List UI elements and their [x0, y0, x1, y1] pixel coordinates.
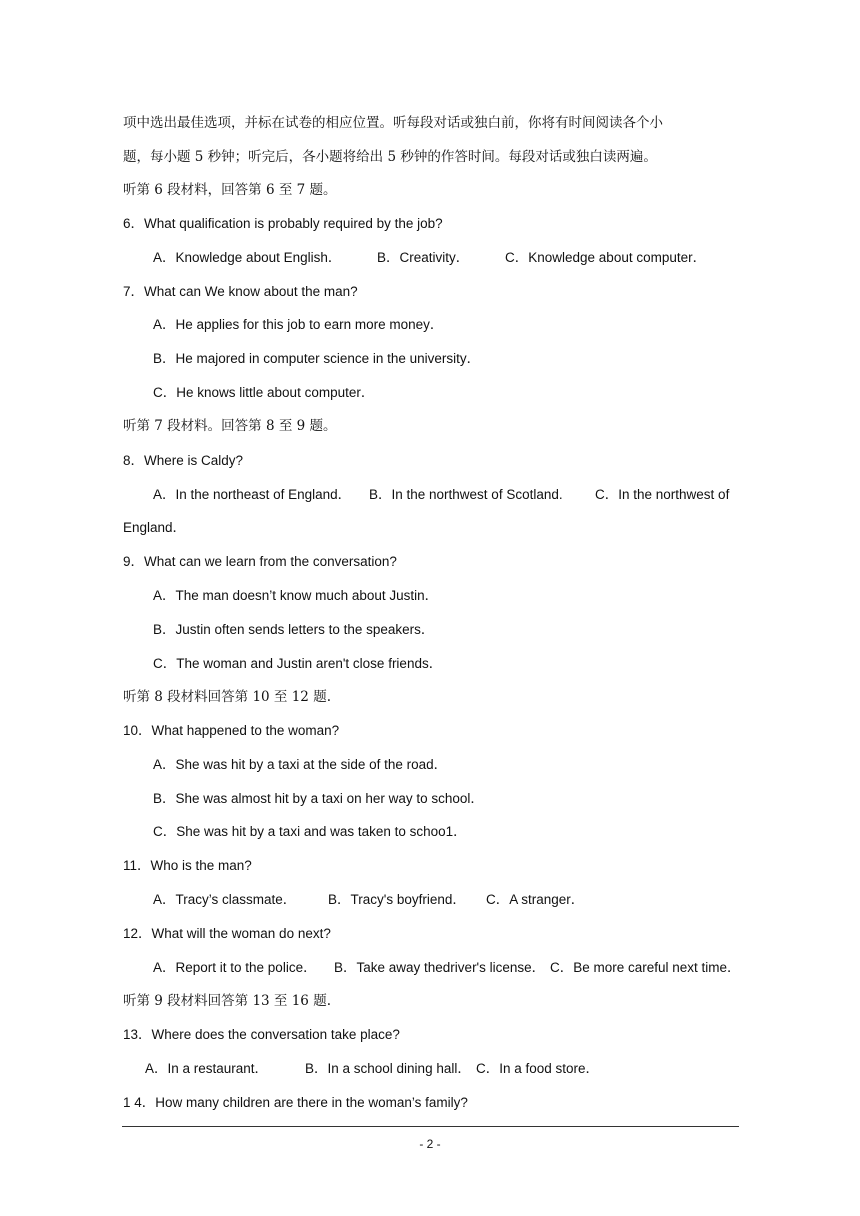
question-9: 9．What can we learn from the conversation?	[123, 554, 397, 569]
q13-option-a: A．In a restaurant．	[145, 1061, 269, 1076]
footer-divider	[122, 1126, 739, 1127]
q12-option-c: C．Be more careful next time．	[550, 960, 741, 975]
q11-option-b: B．Tracy's boyfriend．	[328, 892, 466, 907]
q10-option-c: C．She was hit by a taxi and was taken to schoo1．	[153, 824, 467, 839]
question-12: 12．What will the woman do next?	[123, 926, 331, 941]
section-heading-6: 听第 6 段材料，回答第 6 至 7 题。	[123, 182, 337, 198]
q7-option-c: C．He knows little about computer．	[153, 385, 375, 400]
q8-option-a: A．In the northeast of England．	[153, 487, 352, 502]
intro-line-2: 题，每小题 5 秒钟；听完后，各小题将给出 5 秒钟的作答时间。每段对话或独白读两遍。	[123, 149, 657, 165]
q12-option-a: A．Report it to the police．	[153, 960, 317, 975]
q7-option-a: A．He applies for this job to earn more money．	[153, 317, 444, 332]
q9-option-c: C．The woman and Justin aren't close friends．	[153, 656, 443, 671]
q8-option-b: B．In the northwest of Scotland.	[369, 487, 563, 502]
q13-option-c: C．In a food store．	[476, 1061, 600, 1076]
question-6: 6．What qualification is probably required by the job?	[123, 216, 443, 231]
question-11: 11．Who is the man?	[123, 858, 252, 873]
question-14: 1 4．How many children are there in the woman’s family?	[123, 1095, 468, 1110]
q8-option-c: C．In the northwest of	[595, 487, 730, 502]
page-number: - 2 -	[419, 1137, 441, 1151]
q9-option-b: B．Justin often sends letters to the speakers．	[153, 622, 435, 637]
q10-option-a: A．She was hit by a taxi at the side of the road．	[153, 757, 448, 772]
intro-line-1: 项中选出最佳选项，并标在试卷的相应位置。听每段对话或独白前，你将有时间阅读各个小	[123, 115, 663, 131]
section-heading-7: 听第 7 段材料。回答第 8 至 9 题。	[123, 418, 337, 434]
q11-option-a: A．Tracy’s classmate．	[153, 892, 297, 907]
question-7: 7．What can We know about the man?	[123, 284, 358, 299]
question-10: 10．What happened to the woman?	[123, 723, 340, 738]
q6-option-a: A．Knowledge about English．	[153, 250, 342, 265]
q11-option-c: C．A stranger．	[486, 892, 585, 907]
question-8: 8．Where is Caldy?	[123, 453, 244, 468]
q6-option-b: B．Creativity．	[377, 250, 470, 265]
q8-option-c-continued: England．	[123, 520, 187, 535]
q10-option-b: B．She was almost hit by a taxi on her way to school．	[153, 791, 484, 806]
q9-option-a: A．The man doesn’t know much about Justin．	[153, 588, 439, 603]
section-heading-9: 听第 9 段材料回答第 13 至 16 题.	[123, 993, 331, 1009]
section-heading-8: 听第 8 段材料回答第 10 至 12 题.	[123, 689, 331, 705]
q6-option-c: C．Knowledge about computer．	[505, 250, 707, 265]
q13-option-b: B．In a school dining hall．	[305, 1061, 471, 1076]
q12-option-b: B．Take away thedriver's license．	[334, 960, 546, 975]
q7-option-b: B．He majored in computer science in the university．	[153, 351, 481, 366]
question-13: 13．Where does the conversation take place?	[123, 1027, 400, 1042]
